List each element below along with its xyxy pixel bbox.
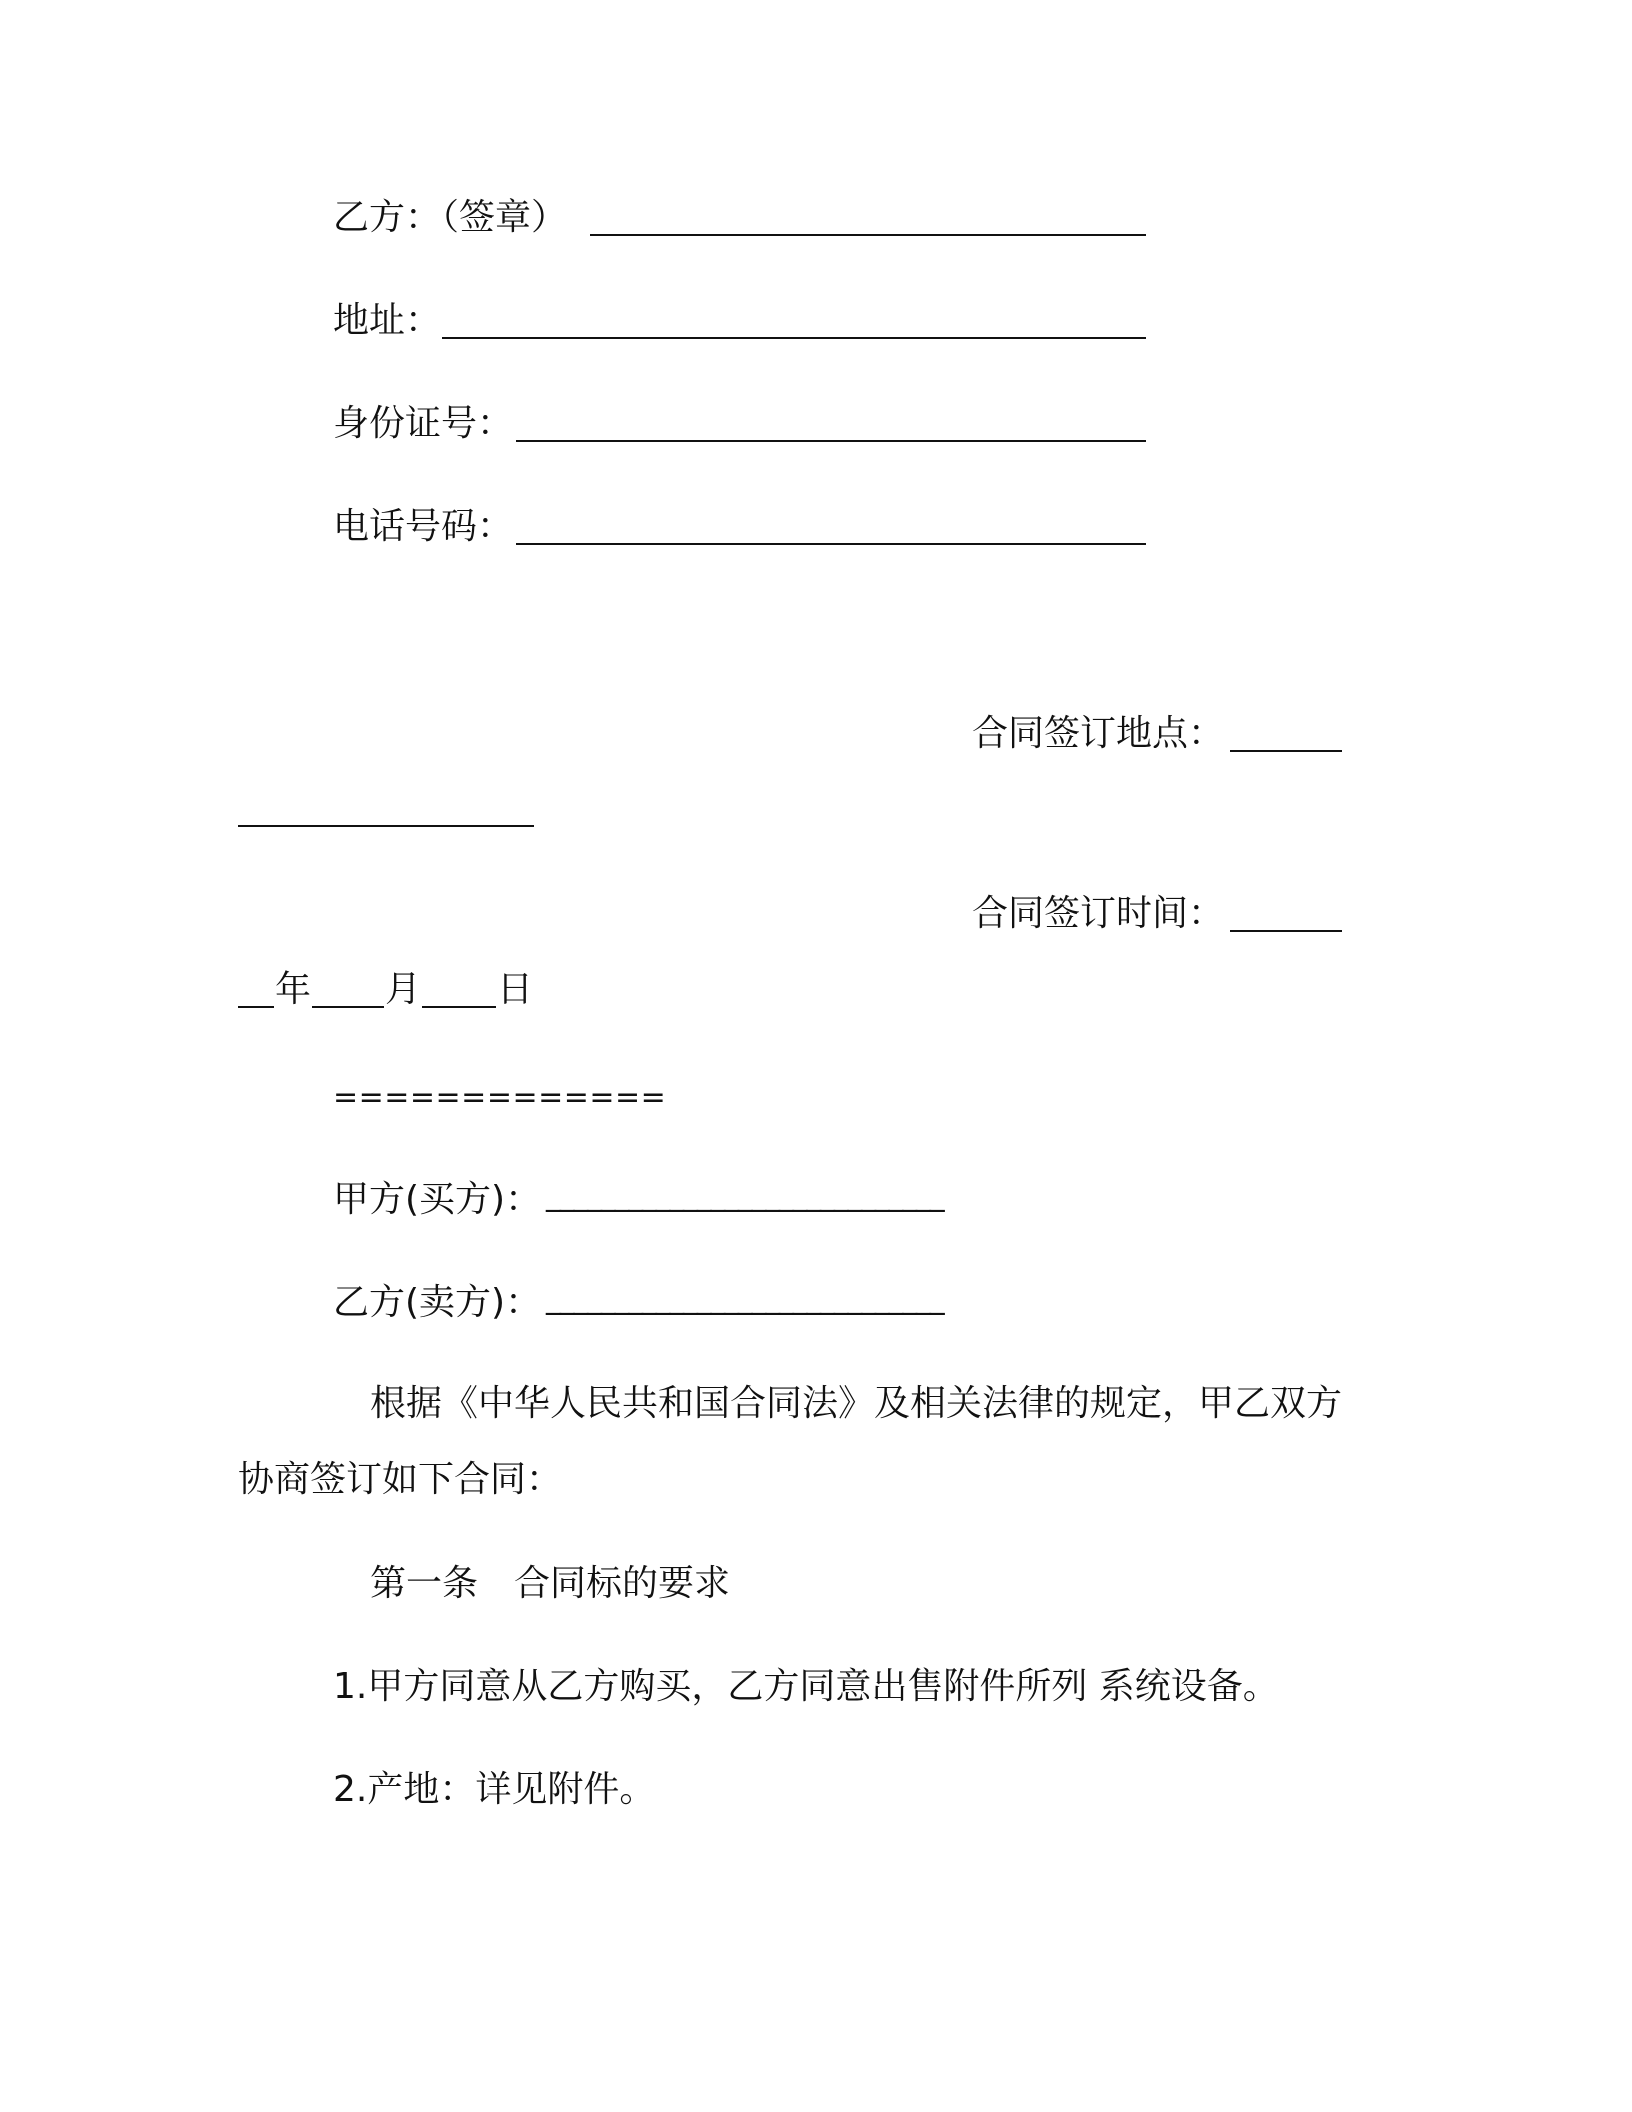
year-label: 年 xyxy=(275,969,312,1010)
signing-place-blank-1[interactable] xyxy=(1230,750,1342,752)
party-a-label: 甲方(买方)： xyxy=(333,1179,542,1220)
party-b-label: 乙方(卖方)： xyxy=(333,1282,542,1323)
signing-place-blank-2[interactable] xyxy=(238,825,534,827)
id-number-blank[interactable] xyxy=(516,440,1146,442)
address-blank[interactable] xyxy=(442,337,1146,339)
year-blank[interactable] xyxy=(238,1006,274,1008)
article-1-item-2: 2.产地：详见附件。 xyxy=(333,1769,656,1810)
month-label: 月 xyxy=(385,969,422,1010)
month-blank[interactable] xyxy=(312,1006,384,1008)
party-b-sign-blank[interactable] xyxy=(590,234,1146,236)
id-number-label: 身份证号： xyxy=(333,403,514,444)
preamble-line-1: 根据《中华人民共和国合同法》及相关法律的规定，甲乙双方 xyxy=(370,1383,1343,1424)
separator-line: ============= xyxy=(333,1080,667,1115)
day-blank[interactable] xyxy=(422,1006,496,1008)
phone-blank[interactable] xyxy=(516,543,1146,545)
party-b-sign-label: 乙方：（签章） xyxy=(333,197,568,238)
signing-place-label: 合同签订地点： xyxy=(972,713,1225,754)
address-label: 地址： xyxy=(333,300,442,341)
signing-time-blank[interactable] xyxy=(1230,930,1342,932)
article-1-heading xyxy=(370,1562,730,1606)
preamble-line-2: 协商签订如下合同： xyxy=(238,1459,563,1500)
article-1-title: 合同标的要求 xyxy=(514,1563,731,1604)
party-a-blank[interactable]: _____________________________ xyxy=(546,1178,944,1213)
article-1-item-1: 1.甲方同意从乙方购买，乙方同意出售附件所列 系统设备。 xyxy=(333,1666,1279,1707)
article-1-number: 第一条 xyxy=(370,1563,479,1604)
phone-label: 电话号码： xyxy=(333,506,514,547)
party-b-blank[interactable]: _____________________________ xyxy=(546,1281,944,1316)
day-label: 日 xyxy=(497,969,534,1010)
signing-time-label: 合同签订时间： xyxy=(972,893,1225,934)
